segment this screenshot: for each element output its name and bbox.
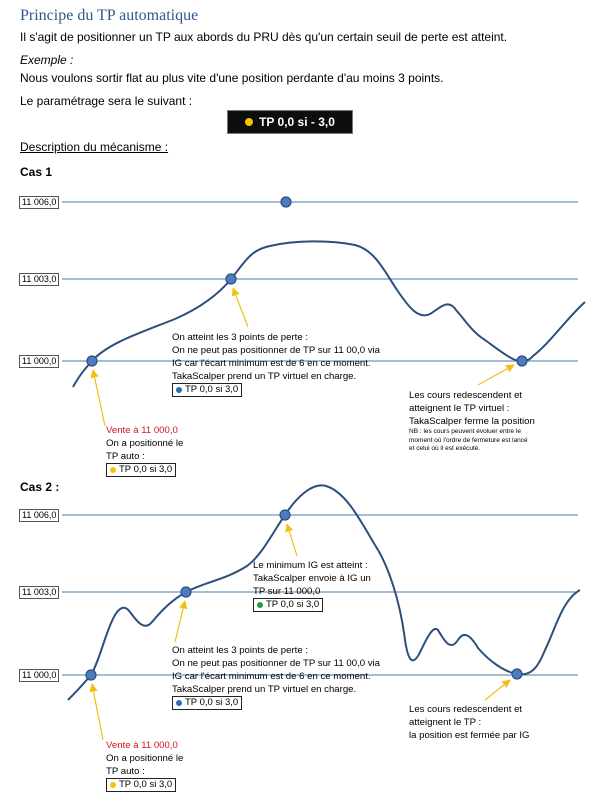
case1-note-loss-tag [172,383,242,397]
blue-dot-icon [176,700,182,706]
case1-arrow-entry [93,370,105,426]
case2-note-close-line1: Les cours redescendent et [409,704,523,715]
case1-note-close-nb1: NB : les cours peuvent évoluer entre le [409,428,522,435]
case1-note-loss-line2: On ne peut pas positionner de TP sur 11 00,0 via [172,345,381,356]
case2-point-loss [181,587,191,597]
case1-point-entry [87,356,97,366]
case2-point-ig [280,510,290,520]
case2-level-label-11000: 11 000,0 [19,669,59,682]
case1-note-entry-line3: TP auto : [106,451,145,462]
case2-level-label-11003: 11 003,0 [19,586,59,599]
case2-note-entry-line3: TP auto : [106,766,145,777]
case1-title: Cas 1 [20,165,53,179]
case1-level-label-11000: 11 000,0 [19,355,59,368]
case1-level-label-11006: 11 006,0 [19,196,59,209]
case1-arrow-loss [233,288,248,327]
case2-note-loss-tag-label: TP 0,0 si 3,0 [185,697,239,708]
case2-note-entry-tag-label: TP 0,0 si 3,0 [119,779,173,790]
case1-note-entry [106,424,183,477]
case1-note-loss-line4: TakaScalper prend un TP virtuel en charge. [172,371,357,382]
blue-dot-icon [176,387,182,393]
case2-note-close-line3: la position est fermée par IG [409,730,530,741]
intro-text: Il s'agit de positionner un TP aux abords du PRU dès qu'un certain seuil de perte est atteint. [20,30,508,44]
case1-note-close-nb2: moment où l'ordre de fermeture est lancé [409,436,528,444]
case2-arrow-entry [92,684,103,740]
case2-arrow-loss [175,601,185,642]
case2-note-ig-line1: Le minimum IG est atteint : [253,560,368,571]
yellow-dot-icon [110,467,116,473]
example-label: Exemple : [20,53,74,67]
case2-arrow-close [485,680,510,700]
case2-level-label-11006: 11 006,0 [19,509,59,522]
case2-note-ig-tag-label: TP 0,0 si 3,0 [266,599,320,610]
mechanism-label: Description du mécanisme : [20,140,169,154]
case2-point-close [512,669,522,679]
case1-note-close-line1: Les cours redescendent et [409,390,523,401]
case1-note-loss [172,331,380,397]
case2-note-entry-tag [106,778,176,792]
case1-note-entry-tag-label: TP 0,0 si 3,0 [119,464,173,475]
green-dot-icon [257,602,263,608]
yellow-dot-icon [110,782,116,788]
case2-arrow-ig [287,524,297,556]
case1-point-close [517,356,527,366]
case1-note-loss-tag-label: TP 0,0 si 3,0 [185,384,239,395]
page-title: Principe du TP automatique [20,7,199,24]
case2-note-ig-tag [253,598,323,612]
case2-note-entry [106,739,183,792]
case2-note-loss-line2: On ne peut pas positionner de TP sur 11 00,0 via [172,658,381,669]
case1-arrow-close [478,365,514,385]
case1-note-close [409,389,535,454]
example-text: Nous voulons sortir flat au plus vite d'une position perdante d'au moins 3 points. [20,71,444,85]
case1-level-label-11003: 11 003,0 [19,273,59,286]
settings-text: Le paramétrage sera le suivant : [20,94,193,108]
case1-note-close-line3: TakaScalper ferme la position [409,416,535,427]
case2-note-loss-line4: TakaScalper prend un TP virtuel en charge. [172,684,357,695]
case2-note-ig-line2: TakaScalper envoie à IG un [253,573,371,584]
case2-note-close [409,703,530,742]
case1-note-close-line2: atteignent le TP virtuel : [409,403,510,414]
case2-title: Cas 2 : [20,480,60,494]
case2-note-loss [172,644,380,710]
case1-note-loss-line3: IG car l'écart minimum est de 6 en ce moment. [172,358,371,369]
case2-note-loss-line1: On atteint les 3 points de perte : [172,645,308,656]
case2-note-ig [253,559,371,612]
case1-note-entry-line1: Vente à 11 000,0 [106,425,178,436]
case2-note-loss-line3: IG car l'écart minimum est de 6 en ce moment. [172,671,371,682]
case2-note-loss-tag [172,696,242,710]
settings-badge-label: TP 0,0 si - 3,0 [259,115,335,129]
case2-note-entry-line1: Vente à 11 000,0 [106,740,178,751]
case1-note-close-nb3: et celui où il est exécuté. [409,445,481,452]
case1-note-entry-tag [106,463,176,477]
case2-note-entry-line2: On a positionné le [106,753,184,764]
case2-note-close-line2: atteignent le TP : [409,717,482,728]
case1-point-top [281,197,291,207]
case2-note-ig-line3: TP sur 11 000,0 [253,586,321,597]
case1-note-loss-line1: On atteint les 3 points de perte : [172,332,308,343]
case2-point-entry [86,670,96,680]
case1-note-entry-line2: On a positionné le [106,438,184,449]
case1-point-loss [226,274,236,284]
